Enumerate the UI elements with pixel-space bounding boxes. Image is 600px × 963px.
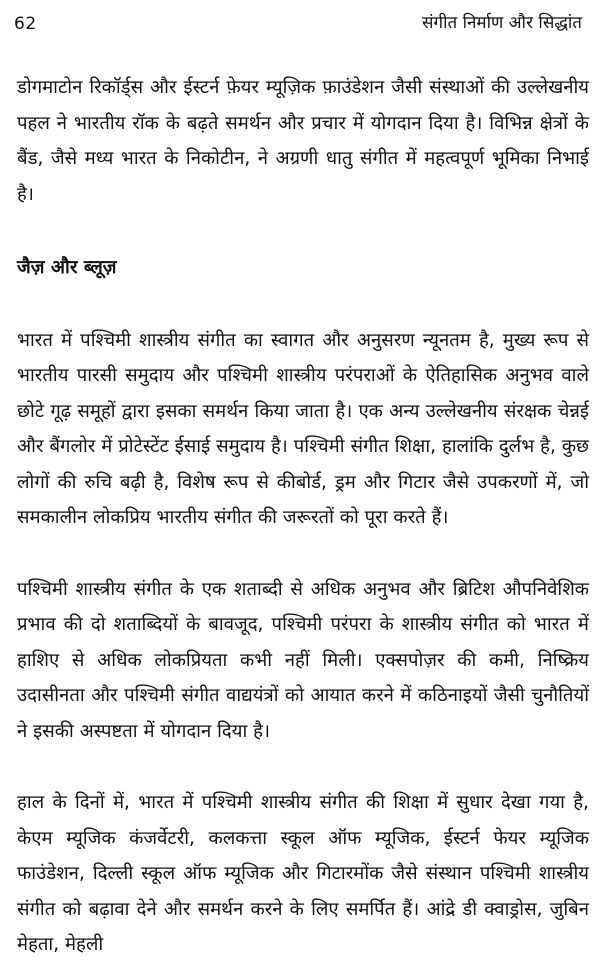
paragraph-rock-support: डोगमाटोन रिकॉर्ड्स और ईस्टर्न फ़ेयर म्यूज़िक फ़ाउंडेशन जैसी संस्थाओं की उल्लेखनीय पहल ने भारतीय रॉक के बढ़ते समर्थन और प्रचार में योगदान दिया है। विभिन्न क्षेत्रों के बैंड, जैसे मध्य भारत के निकोटीन, ने अग्रणी धातु संगीत में महत्वपूर्ण भूमिका निभाई है। [17, 77, 589, 205]
paragraph-western-classical-marginality: पश्चिमी शास्त्रीय संगीत के एक शताब्दी से अधिक अनुभव और ब्रिटिश औपनिवेशिक प्रभाव की दो शताब्दियों के बावजूद, पश्चिमी परंपरा के शास्त्रीय संगीत को भारत में हाशिए से अधिक लोकप्रियता कभी नहीं मिली। एक्सपोज़र की कमी, निष्क्रिय उदासीनता और पश्चिमी संगीत वाद्ययंत्रों को आयात करने में कठिनाइयों जैसी चुनौतियों ने इसकी अस्पष्टता में योगदान दिया है। [17, 578, 589, 742]
section-heading-jazz-blues: जैज़ और ब्लूज़ [17, 257, 117, 278]
paragraph-western-classical-reception: भारत में पश्चिमी शास्त्रीय संगीत का स्वागत और अनुसरण न्यूनतम है, मुख्य रूप से भारतीय पारसी समुदाय और पश्चिमी शास्त्रीय परंपराओं के ऐतिहासिक अनुभव वाले छोटे गूढ़ समूहों द्वारा इसका समर्थन किया जाता है। एक अन्य उल्लेखनीय संरक्षक चेन्नई और बैंगलोर में प्रोटेस्टेंट ईसाई समुदाय है। पश्चिमी संगीत शिक्षा, हालांकि दुर्लभ है, कुछ लोगों की रुचि बढ़ी है, विशेष रूप से कीबोर्ड, ड्रम और गिटार जैसे उपकरणों में, जो समकालीन लोकप्रिय भारतीय संगीत की जरूरतों को पूरा करते हैं। [17, 329, 590, 528]
running-header-title: संगीत निर्माण और सिद्धांत [422, 13, 582, 33]
paragraph-spacer [17, 749, 589, 785]
paragraph-spacer [17, 212, 589, 250]
paragraph-spacer [17, 286, 589, 323]
paragraph-spacer [17, 536, 589, 572]
paragraph-recent-education: हाल के दिनों में, भारत में पश्चिमी शास्त्रीय संगीत की शिक्षा में सुधार देखा गया है, केएम म्यूजिक कंजर्वेटरी, कलकत्ता स्कूल ऑफ म्यूजिक, ईस्टर्न फेयर म्यूजिक फाउंडेशन, दिल्ली स्कूल ऑफ म्यूजिक और गिटारमोंक जैसे संस्थान पश्चिमी शास्त्रीय संगीत को बढ़ावा देने और समर्थन करने के लिए समर्पित हैं। आंद्रे डी क्वाड्रोस, जुबिन मेहता, मेहली [17, 792, 589, 955]
body-text [17, 70, 589, 963]
page-number: 62 [14, 14, 37, 34]
